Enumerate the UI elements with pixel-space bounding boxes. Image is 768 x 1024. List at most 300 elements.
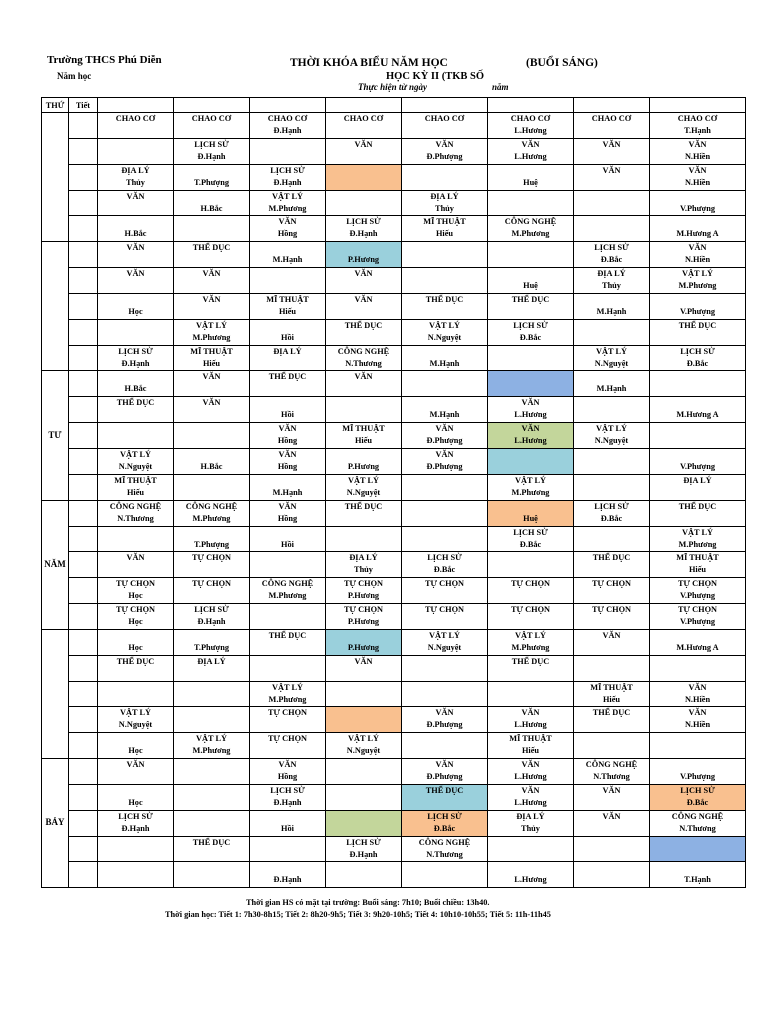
teacher-label: V.Phượng [679, 306, 715, 316]
subject-label [174, 475, 249, 487]
lesson-cell [650, 474, 746, 500]
lesson-cell [326, 655, 402, 681]
teacher-label [488, 590, 573, 602]
teacher-label: L.Hương [514, 875, 547, 885]
teacher-label [98, 849, 173, 861]
lesson-cell [98, 268, 174, 294]
teacher-label: Đ.Phượng [426, 461, 463, 471]
teacher-label [250, 616, 325, 628]
teacher-label: L.Hương [514, 126, 547, 135]
period-cell [69, 655, 98, 681]
teacher-label: Đ.Phượng [426, 720, 463, 730]
lesson-cell [650, 345, 746, 371]
lesson-cell [650, 733, 746, 759]
timetable-row [42, 345, 746, 371]
teacher-label: Học [128, 746, 143, 756]
period-cell [69, 216, 98, 242]
lesson-cell [650, 242, 746, 268]
lesson-cell [326, 707, 402, 733]
subject-label [650, 656, 745, 668]
subject-label: VẬT LÝ [348, 475, 379, 485]
timetable-row [42, 371, 746, 397]
subject-label: CÔNG NGHỆ [671, 811, 724, 821]
teacher-label [650, 487, 745, 499]
subject-label [402, 656, 487, 668]
teacher-label: L.Hương [514, 151, 547, 161]
teacher-label [402, 745, 487, 757]
day-cell: BẢY [42, 759, 69, 888]
lesson-cell [402, 190, 488, 216]
teacher-label: Huệ [523, 281, 538, 291]
period-column-header: Tiết [69, 98, 98, 113]
lesson-cell [250, 345, 326, 371]
timetable-row [42, 293, 746, 319]
teacher-label: N.Hiền [684, 720, 711, 730]
subject-label: ĐỊA LÝ [197, 656, 226, 666]
teacher-label [174, 797, 249, 809]
teacher-label: Huệ [523, 513, 538, 523]
lesson-cell [250, 138, 326, 164]
subject-label: THỂ DỤC [268, 630, 307, 640]
subject-label [174, 449, 249, 461]
subject-label [174, 527, 249, 539]
timetable-row [42, 113, 746, 139]
subject-label: VĂN [278, 501, 297, 511]
period-cell [69, 629, 98, 655]
teacher-label: V.Phượng [679, 772, 715, 782]
teacher-label [574, 409, 649, 421]
lesson-cell [650, 190, 746, 216]
lesson-cell [574, 345, 650, 371]
subject-label [574, 216, 649, 228]
period-cell [69, 423, 98, 449]
lesson-cell [98, 862, 174, 888]
lesson-cell [326, 500, 402, 526]
day-cell [42, 242, 69, 371]
lesson-cell [574, 371, 650, 397]
lesson-cell [650, 113, 746, 139]
teacher-label: Huệ [523, 177, 538, 187]
subject-label: MĨ THUẬT [114, 475, 157, 485]
subject-label [250, 811, 325, 823]
subject-label [326, 707, 401, 719]
subject-label: VĂN [602, 630, 621, 640]
lesson-cell [488, 500, 574, 526]
subject-label: THỂ DỤC [344, 320, 383, 330]
teacher-label: P.Hương [347, 255, 380, 265]
teacher-label: N.Nguyệt [118, 720, 153, 730]
subject-label: VẬT LÝ [348, 734, 379, 744]
lesson-cell [174, 862, 250, 888]
period-cell [69, 810, 98, 836]
lesson-cell [98, 190, 174, 216]
subject-label: VẬT LÝ [682, 527, 713, 537]
teacher-label [326, 694, 401, 706]
subject-label [98, 139, 173, 151]
teacher-label [574, 797, 649, 809]
subject-label [326, 242, 401, 254]
teacher-label: Học [128, 306, 143, 316]
teacher-label [98, 874, 173, 886]
teacher-label: V.Phượng [679, 591, 715, 601]
timetable-row [42, 319, 746, 345]
subject-label: VĂN [688, 243, 707, 253]
lesson-cell [98, 293, 174, 319]
lesson-cell [98, 500, 174, 526]
subject-label: VĂN [435, 449, 454, 459]
teacher-label: N.Hiền [684, 151, 711, 161]
lesson-cell [326, 216, 402, 242]
period-cell [69, 190, 98, 216]
subject-label: THỂ DỤC [425, 294, 464, 304]
subject-label [326, 811, 401, 823]
lesson-cell [174, 216, 250, 242]
teacher-label: M.Hương A [676, 642, 719, 652]
teacher-label: Đ.Phượng [426, 436, 463, 446]
teacher-label: H.Bắc [124, 384, 147, 394]
teacher-label [402, 306, 487, 318]
teacher-label: M.Hạnh [429, 410, 460, 420]
subject-label [326, 759, 401, 771]
teacher-label [250, 383, 325, 395]
class-header-cell [402, 98, 488, 113]
subject-label: VĂN [126, 553, 145, 563]
subject-label: TỰ CHỌN [115, 605, 156, 615]
lesson-cell [98, 810, 174, 836]
lesson-cell [250, 629, 326, 655]
lesson-cell [174, 268, 250, 294]
timetable-row [42, 190, 746, 216]
timetable-row [42, 448, 746, 474]
teacher-label: T.Hạnh [684, 126, 711, 135]
subject-label: LỊCH SỬ [513, 320, 548, 330]
subject-label [250, 242, 325, 254]
lesson-cell [174, 836, 250, 862]
lesson-cell [98, 242, 174, 268]
subject-label [174, 682, 249, 694]
lesson-cell [488, 759, 574, 785]
teacher-label [326, 771, 401, 783]
teacher-label: Hiếu [602, 694, 621, 704]
lesson-cell [402, 707, 488, 733]
subject-label [98, 527, 173, 539]
lesson-cell [174, 810, 250, 836]
subject-label [574, 397, 649, 409]
lesson-cell [650, 784, 746, 810]
timetable-row [42, 552, 746, 578]
teacher-label: Thủy [435, 203, 454, 213]
class-header-cell [98, 98, 174, 113]
subject-label [650, 397, 745, 409]
timetable [41, 97, 746, 888]
teacher-label [98, 203, 173, 215]
subject-label [174, 165, 249, 177]
lesson-cell [650, 810, 746, 836]
teacher-label: Đ.Hạnh [121, 358, 150, 368]
teacher-label: Đ.Hạnh [273, 875, 302, 885]
lesson-cell [402, 810, 488, 836]
subject-label [650, 837, 745, 849]
lesson-cell [250, 552, 326, 578]
subject-label: ĐỊA LÝ [597, 269, 626, 279]
subject-label: VĂN [354, 656, 373, 666]
teacher-label [574, 719, 649, 731]
subject-label: VĂN [688, 682, 707, 692]
subject-label: LỊCH SỬ [680, 346, 715, 356]
subject-label: THỂ DỤC [592, 553, 631, 563]
lesson-cell [574, 164, 650, 190]
teacher-label [98, 694, 173, 706]
lesson-cell [250, 164, 326, 190]
lesson-cell [98, 604, 174, 630]
teacher-label [174, 125, 249, 137]
subject-label: VĂN [202, 372, 221, 382]
lesson-cell [250, 242, 326, 268]
subject-label [574, 191, 649, 203]
subject-label [174, 707, 249, 719]
lesson-cell [488, 862, 574, 888]
teacher-label [98, 539, 173, 551]
subject-label: VĂN [435, 708, 454, 718]
subject-label: VẬT LÝ [120, 449, 151, 459]
lesson-cell [250, 397, 326, 423]
lesson-cell [98, 784, 174, 810]
subject-label: VĂN [278, 217, 297, 227]
subject-label: THỂ DỤC [116, 656, 155, 666]
teacher-label [174, 228, 249, 240]
subject-label: VĂN [602, 165, 621, 175]
lesson-cell [574, 629, 650, 655]
subject-label: MĨ THUẬT [509, 734, 552, 744]
lesson-cell [98, 423, 174, 449]
lesson-cell [488, 293, 574, 319]
lesson-cell [574, 500, 650, 526]
teacher-label [326, 539, 401, 551]
lesson-cell [326, 733, 402, 759]
semester-label: HỌC KỲ II (TKB SỐ [386, 71, 485, 82]
subject-label: CÔNG NGHỆ [585, 760, 638, 770]
lesson-cell [574, 242, 650, 268]
teacher-label [326, 823, 401, 835]
lesson-cell [250, 810, 326, 836]
subject-label [488, 371, 573, 383]
lesson-cell [402, 268, 488, 294]
timetable-row [42, 655, 746, 681]
lesson-cell [326, 604, 402, 630]
teacher-label: Hiếu [354, 436, 373, 446]
period-cell [69, 707, 98, 733]
subject-label [650, 759, 745, 771]
teacher-label [174, 254, 249, 266]
teacher-label: Hồng [277, 772, 298, 782]
period-cell [69, 836, 98, 862]
timetable-row [42, 810, 746, 836]
subject-label: TỰ CHỌN [191, 553, 232, 563]
teacher-label: H.Bắc [124, 229, 147, 239]
timetable-row [42, 733, 746, 759]
teacher-label: M.Hương A [676, 229, 719, 239]
teacher-label [174, 694, 249, 706]
teacher-label: Hồi [281, 823, 294, 833]
teacher-label: Hồng [277, 461, 298, 471]
subject-label [650, 423, 745, 435]
teacher-label [574, 125, 649, 137]
subject-label: THỂ DỤC [678, 320, 717, 330]
lesson-cell [250, 784, 326, 810]
day-cell: TƯ [42, 371, 69, 500]
subject-label [574, 371, 649, 383]
subject-label: VĂN [202, 398, 221, 408]
subject-label: CHAO CƠ [677, 114, 718, 123]
subject-label: ĐỊA LÝ [430, 191, 459, 201]
teacher-label: M.Hạnh [429, 358, 460, 368]
period-cell [69, 345, 98, 371]
lesson-cell [650, 707, 746, 733]
lesson-cell [250, 500, 326, 526]
teacher-label: N.Thương [345, 358, 382, 368]
teacher-label: Học [128, 591, 143, 601]
teacher-label [488, 254, 573, 266]
teacher-label: H.Bắc [200, 461, 223, 471]
subject-label [574, 837, 649, 849]
teacher-label [574, 823, 649, 835]
lesson-cell [402, 138, 488, 164]
subject-label [402, 475, 487, 487]
subject-label [402, 371, 487, 383]
period-cell [69, 138, 98, 164]
teacher-label: N.Nguyệt [594, 436, 629, 446]
timetable-row [42, 268, 746, 294]
teacher-label: M.Phương [511, 229, 550, 239]
subject-label: THỂ DỤC [678, 501, 717, 511]
subject-label: TỰ CHỌN [267, 708, 308, 718]
subject-label [326, 165, 401, 177]
teacher-label: L.Hương [514, 772, 547, 782]
lesson-cell [402, 784, 488, 810]
lesson-cell [574, 784, 650, 810]
lesson-cell [174, 138, 250, 164]
lesson-cell [98, 397, 174, 423]
lesson-cell [174, 552, 250, 578]
teacher-label [98, 409, 173, 421]
subject-label [650, 371, 745, 383]
subject-label: CHAO CƠ [510, 114, 551, 123]
school-year-label: Năm học [57, 71, 92, 81]
subject-label: TỰ CHỌN [115, 579, 156, 589]
subject-label [326, 682, 401, 694]
subject-label [488, 862, 573, 874]
lesson-cell [326, 113, 402, 139]
subject-label [574, 862, 649, 874]
teacher-label [574, 564, 649, 576]
subject-label: TỰ CHỌN [343, 579, 384, 589]
subject-label [250, 527, 325, 539]
lesson-cell [174, 423, 250, 449]
lesson-cell [650, 629, 746, 655]
subject-label: MĨ THUẬT [676, 553, 719, 563]
subject-label [402, 527, 487, 539]
period-cell [69, 862, 98, 888]
lesson-cell [98, 552, 174, 578]
lesson-cell [98, 164, 174, 190]
subject-label [98, 294, 173, 306]
lesson-cell [402, 681, 488, 707]
teacher-label: Đ.Bắc [686, 358, 709, 368]
period-cell [69, 784, 98, 810]
period-cell [69, 733, 98, 759]
lesson-cell [402, 604, 488, 630]
lesson-cell [488, 655, 574, 681]
timetable-row [42, 164, 746, 190]
lesson-cell [650, 552, 746, 578]
timetable-row [42, 138, 746, 164]
subject-label: ĐỊA LÝ [516, 811, 545, 821]
subject-label: VĂN [354, 269, 373, 279]
lesson-cell [650, 138, 746, 164]
period-cell [69, 164, 98, 190]
subject-label [250, 475, 325, 487]
lesson-cell [402, 836, 488, 862]
teacher-label: Đ.Bắc [600, 513, 623, 523]
subject-label [98, 682, 173, 694]
teacher-label: Hiếu [521, 746, 540, 756]
teacher-label [574, 539, 649, 551]
subject-label [574, 294, 649, 306]
period-cell [69, 293, 98, 319]
subject-label [250, 320, 325, 332]
subject-label [326, 527, 401, 539]
teacher-label [174, 409, 249, 421]
teacher-label [98, 435, 173, 447]
lesson-cell [650, 500, 746, 526]
lesson-cell [98, 681, 174, 707]
subject-label [250, 862, 325, 874]
lesson-cell [650, 655, 746, 681]
subject-label: VẬT LÝ [120, 708, 151, 718]
teacher-label: N.Hiền [684, 177, 711, 187]
lesson-cell [98, 759, 174, 785]
lesson-cell [98, 113, 174, 139]
lesson-cell [326, 164, 402, 190]
teacher-label [174, 590, 249, 602]
lesson-cell [488, 629, 574, 655]
teacher-label: T.Phượng [193, 539, 229, 549]
teacher-label: M.Phương [192, 332, 231, 342]
lesson-cell [174, 784, 250, 810]
subject-label [488, 552, 573, 564]
teacher-label [326, 280, 401, 292]
subject-label [402, 733, 487, 745]
teacher-label [174, 719, 249, 731]
teacher-label [174, 280, 249, 292]
teacher-label: N.Thương [679, 823, 716, 833]
subject-label [488, 501, 573, 513]
subject-label: THỂ DỤC [511, 294, 550, 304]
subject-label: TỰ CHỌN [591, 579, 632, 589]
subject-label: LỊCH SỬ [594, 501, 629, 511]
teacher-label [574, 461, 649, 473]
subject-label [574, 475, 649, 487]
teacher-label [574, 332, 649, 344]
teacher-label [250, 642, 325, 654]
teacher-label [488, 694, 573, 706]
lesson-cell [250, 836, 326, 862]
subject-label: VẬT LÝ [196, 734, 227, 744]
teacher-label: N.Hiền [684, 255, 711, 265]
lesson-cell [174, 190, 250, 216]
teacher-label: N.Nguyệt [594, 358, 629, 368]
teacher-label: M.Phương [268, 591, 307, 601]
